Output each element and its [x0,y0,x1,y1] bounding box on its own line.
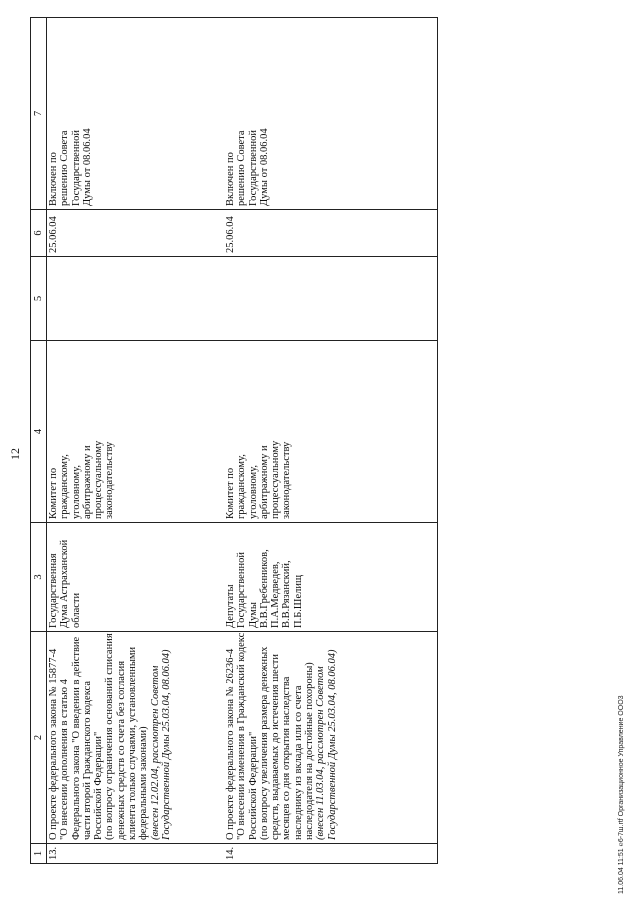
date-cell: 25.06.04 [47,210,225,257]
description-line: (внесен 12.02.04, рассмотрен Советом [149,665,161,840]
committee-line: гражданскому, [59,454,71,519]
committee-line: арбитражному и [258,445,270,519]
description-line: Государственной Думы 25.03.04, 08.06.04) [160,649,172,840]
table-row [224,18,438,864]
row-number: 14. [224,844,438,864]
committee-line: Комитет по [225,467,236,519]
initiator-line: Государственной [236,552,248,628]
bill-description [224,632,438,844]
initiator-line: П.Б.Шелищ [292,574,304,628]
column-number: 7 [31,18,47,210]
note-line: решению Совета [236,130,248,206]
committee-line: Комитет по [48,467,59,519]
description-line: (по вопросу увеличения размера денежных [258,646,270,840]
description-line: Российской Федерации" [247,731,259,840]
row-number: 13. [47,844,225,864]
description-line: (внесен 11.03.04, рассмотрен Советом [315,666,327,840]
column-number: 5 [31,257,47,341]
committee-line: законодательству [104,441,116,519]
committee-line: процессуальному [270,440,282,519]
committee-line: гражданскому, [236,454,248,519]
note-line: Включен по [48,152,59,206]
column-number: 4 [31,341,47,523]
description-line: Российской Федерации" [93,731,105,840]
initiator-line: П.А.Медведев, [270,561,282,628]
description-line: Федерального закона "О введении в действие [70,636,82,840]
description-line: части второй Гражданского кодекса [81,681,93,840]
initiator-line: Государственная [48,553,59,628]
note-cell [47,18,225,210]
table-row [47,18,225,864]
note-line: Думы от 08.06.04 [81,128,93,206]
committee-line: уголовному, [70,465,82,519]
column-number: 6 [31,210,47,257]
committee-line: уголовному, [247,465,259,519]
description-line: О проекте федерального закона № 26236-4 [225,648,236,840]
column-number: 2 [31,632,47,844]
note-cell [224,18,438,210]
committee [224,341,438,523]
column-5-cell [224,257,438,341]
initiator-line: Дума Астраханской [59,539,71,628]
description-line: (по вопросу ограничения оснований списания [104,633,116,840]
column-number-row [31,18,47,864]
committee-line: законодательству [281,441,293,519]
description-line: Государственной Думы 25.03.04, 08.06.04) [326,649,338,840]
column-number: 1 [31,844,47,864]
description-line: клиента только случаями, установленными [127,646,139,840]
note-line: Государственной [70,130,82,206]
description-line: средств, выдаваемых до истечения шести [270,654,282,840]
column-number: 3 [31,523,47,632]
page-number: 12 [8,448,22,460]
description-line: наследодателя на достойные похороны) [304,662,316,840]
initiator [224,523,438,632]
description-line: месяцев со дня открытия наследства [281,676,293,840]
committee [47,341,225,523]
date-cell: 25.06.04 [224,210,438,257]
note-line: Думы от 08.06.04 [258,128,270,206]
initiator-line: В.В.Гребенников, [258,549,270,628]
column-5-cell [47,257,225,341]
description-line: О проекте федерального закона № 15877-4 [48,648,59,840]
note-line: Государственной [247,130,259,206]
bills-table [30,17,438,864]
initiator [47,523,225,632]
note-line: Включен по [225,152,236,206]
description-line: федеральными законами) [138,726,150,840]
initiator-line: Думы [247,602,259,628]
initiator-line: В.В.Рязанский, [281,560,293,628]
committee-line: процессуальному [93,440,105,519]
note-line: решению Совета [59,130,71,206]
footer-stamp: 11.06.04 11:51 ℮6-7ш.rtf Организационное Управление ООО3 [618,695,625,894]
description-line: "О внесении изменения в Гражданский кодекс [236,632,248,840]
description-line: денежных средств со счета без согласия [115,660,127,840]
initiator-line: Депутаты [225,584,236,628]
description-line: наследнику из вклада или со счета [292,685,304,840]
initiator-line: области [70,592,82,628]
description-line: "О внесении дополнения в статью 4 [59,679,71,840]
committee-line: арбитражному и [81,445,93,519]
bill-description [47,632,225,844]
